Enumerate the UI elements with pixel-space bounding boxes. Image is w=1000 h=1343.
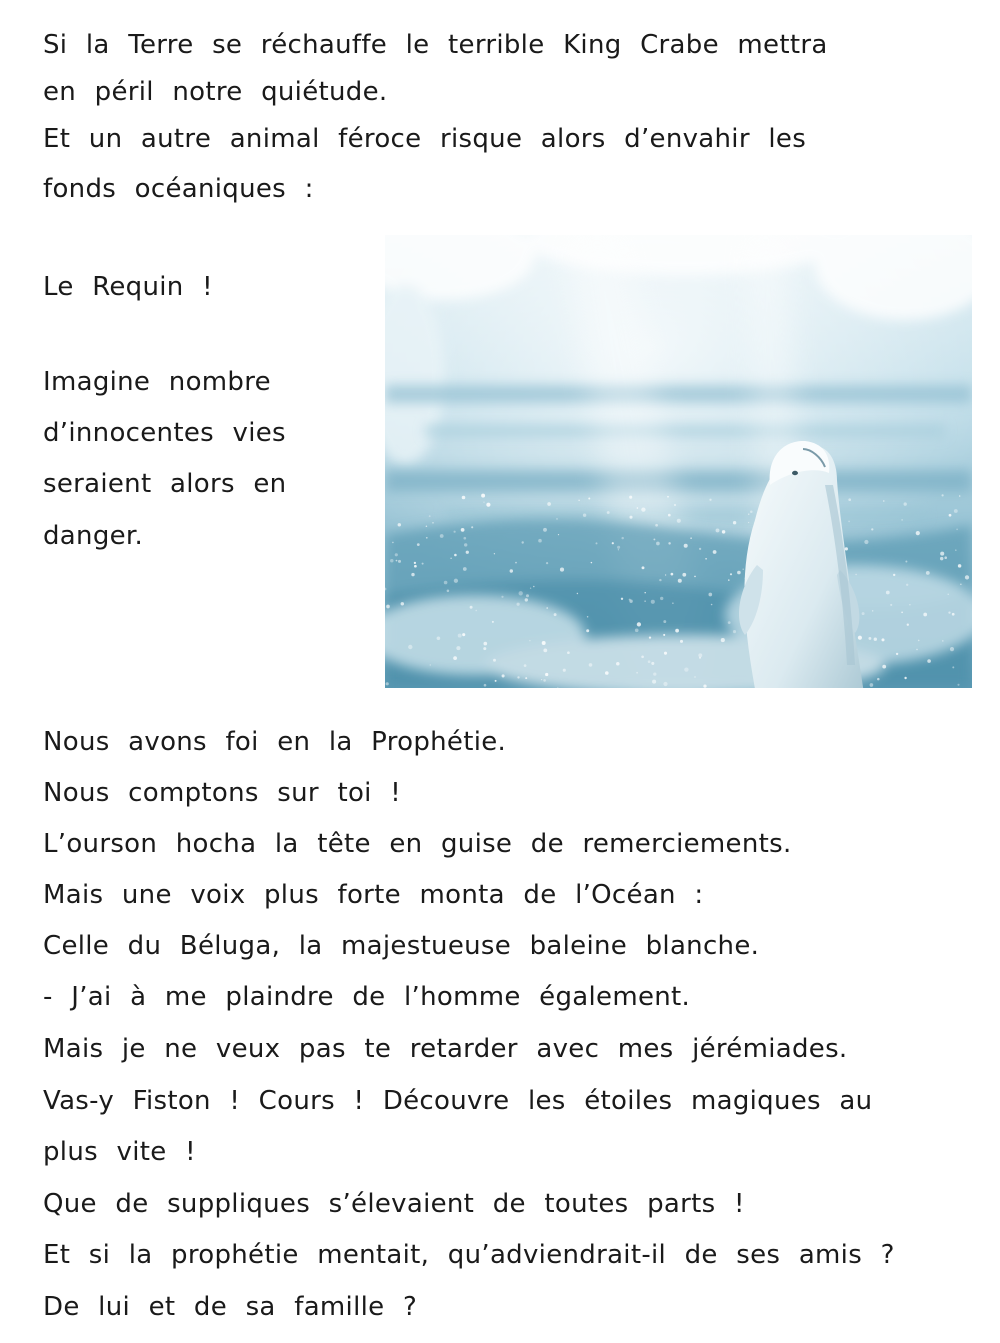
text-line: Nous avons foi en la Prophétie. xyxy=(43,727,507,757)
text-line: en péril notre quiétude. xyxy=(43,77,388,107)
text-line: Et un autre animal féroce risque alors d’envahir les xyxy=(43,124,807,154)
text-line: d’innocentes vies xyxy=(43,418,286,448)
text-line: Le Requin ! xyxy=(43,272,213,302)
text-line: Que de suppliques s’élevaient de toutes parts ! xyxy=(43,1189,745,1219)
text-line: Et si la prophétie mentait, qu’adviendrait-il de ses amis ? xyxy=(43,1240,895,1270)
text-line: plus vite ! xyxy=(43,1137,196,1167)
text-line: Imagine nombre xyxy=(43,367,271,397)
text-line: Nous comptons sur toi ! xyxy=(43,778,401,808)
text-line: Celle du Béluga, la majestueuse baleine blanche. xyxy=(43,931,760,961)
beluga-illustration xyxy=(385,235,972,688)
text-line: seraient alors en xyxy=(43,469,287,499)
text-line: Si la Terre se réchauffe le terrible King Crabe mettra xyxy=(43,30,828,60)
text-line: fonds océaniques : xyxy=(43,174,314,204)
text-line: danger. xyxy=(43,521,144,551)
text-line: - J’ai à me plaindre de l’homme également. xyxy=(43,982,691,1012)
text-line: Mais je ne veux pas te retarder avec mes jérémiades. xyxy=(43,1034,848,1064)
text-line: Mais une voix plus forte monta de l’Océan : xyxy=(43,880,704,910)
text-line: Vas-y Fiston ! Cours ! Découvre les étoiles magiques au xyxy=(43,1086,873,1116)
beluga-whale-icon xyxy=(385,235,972,688)
text-line: De lui et de sa famille ? xyxy=(43,1292,418,1322)
text-line: L’ourson hocha la tête en guise de remerciements. xyxy=(43,829,792,859)
